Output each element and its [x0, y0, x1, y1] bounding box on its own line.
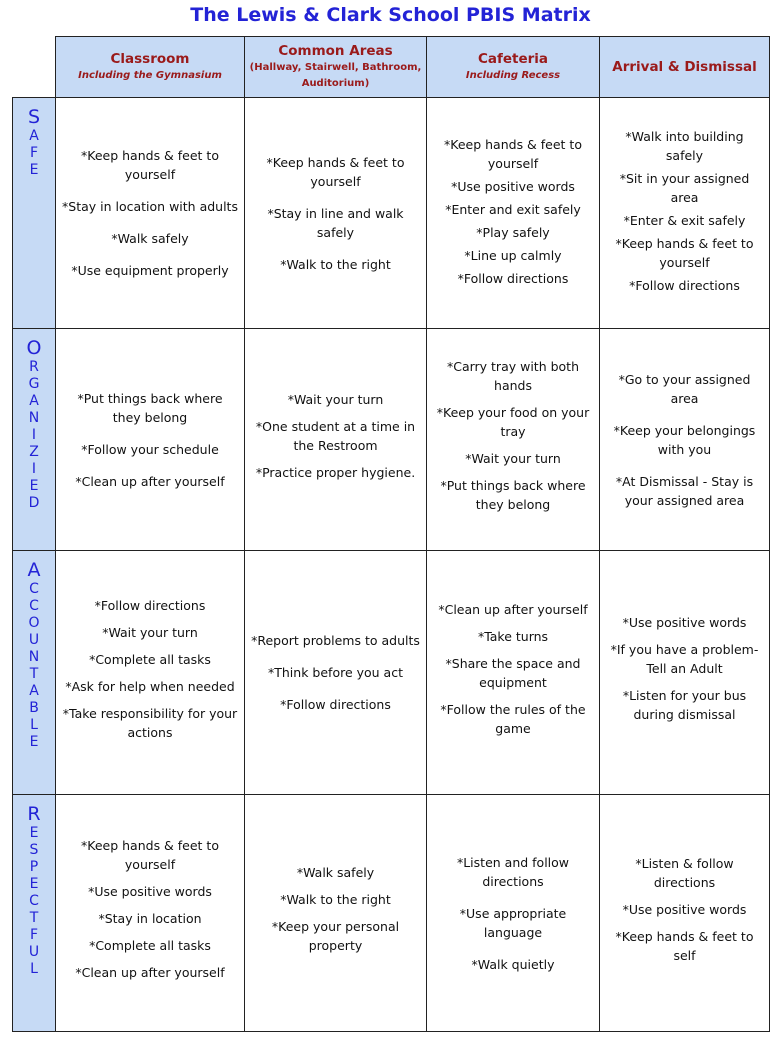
row-safe: [13, 98, 770, 329]
column-header-arrival-dismissal: [600, 37, 770, 98]
cell-respectful-common-areas: [245, 795, 427, 1032]
cell-respectful-cafeteria: [427, 795, 600, 1032]
row-letter: C: [29, 598, 39, 614]
expectation-item: *Take responsibility for your actions: [62, 705, 238, 740]
expectation-item: *Use positive words: [451, 178, 575, 194]
expectation-list: [606, 613, 763, 724]
row-letter: E: [29, 825, 39, 841]
expectation-item: *Complete all tasks: [89, 938, 211, 953]
row-label-safe: [13, 98, 56, 329]
column-header-classroom: [56, 37, 245, 98]
row-label-organized: [13, 329, 56, 551]
expectation-item: *Enter and exit safely: [445, 201, 581, 217]
expectation-item: *If you have a problem- Tell an Adult: [610, 642, 759, 676]
expectation-item: *Carry tray with both hands: [446, 359, 580, 393]
expectation-item: *Line up calmly: [464, 247, 562, 263]
expectation-item: *Follow your schedule: [81, 441, 219, 457]
expectation-item: *Play safely: [476, 224, 550, 240]
column-header-common-areas: [245, 37, 427, 98]
row-organized: [13, 329, 770, 551]
expectation-item: *Listen for your bus during dismissal: [622, 688, 747, 722]
cell-accountable-arrival-dismissal: [600, 551, 770, 795]
expectation-item: *Listen and follow directions: [456, 854, 570, 889]
expectation-list: [606, 854, 763, 965]
cell-organized-arrival-dismissal: [600, 329, 770, 551]
expectation-item: *Keep your belongings with you: [613, 422, 756, 457]
cell-safe-classroom: [56, 98, 245, 329]
expectation-list: [606, 370, 763, 510]
expectation-item: *Keep your personal property: [271, 919, 400, 953]
row-letter: S: [29, 842, 39, 858]
expectation-item: *Enter & exit safely: [623, 213, 746, 228]
row-letter: C: [29, 581, 39, 597]
expectation-item: *Keep your food on your tray: [436, 405, 590, 439]
row-initial-letter: R: [27, 803, 41, 825]
row-initial-letter: S: [27, 106, 41, 128]
expectation-item: *Use positive words: [88, 884, 212, 899]
expectation-item: *Put things back where they belong: [440, 478, 586, 512]
expectation-item: *Use positive words: [622, 615, 747, 630]
expectation-list: [433, 600, 593, 738]
expectation-item: *Ask for help when needed: [65, 678, 235, 694]
row-letter: A: [29, 128, 39, 144]
column-header-cafeteria: [427, 37, 600, 98]
row-letter: O: [28, 615, 40, 631]
expectation-item: *Use equipment properly: [71, 263, 229, 278]
expectation-item: *Use positive words: [622, 901, 747, 917]
expectation-item: *Follow the rules of the game: [440, 701, 586, 736]
expectation-list: [62, 389, 238, 491]
row-letter: C: [29, 893, 39, 909]
expectation-item: *Follow directions: [629, 278, 740, 293]
expectation-item: *Clean up after yourself: [75, 965, 225, 980]
expectation-item: *Keep hands & feet to yourself: [81, 838, 219, 872]
row-initial-letter: A: [27, 559, 41, 581]
expectation-item: *Walk to the right: [280, 892, 391, 907]
row-letter: N: [28, 649, 40, 665]
row-letter: E: [29, 876, 39, 892]
column-header-label: Arrival & Dismissal: [612, 58, 757, 75]
row-letter: L: [30, 717, 38, 733]
row-letter: D: [28, 495, 40, 511]
expectation-item: *Stay in line and walk safely: [267, 205, 404, 240]
expectation-list: [251, 631, 420, 714]
expectation-item: *Keep hands & feet to yourself: [615, 236, 754, 270]
expectation-item: *At Dismissal - Stay is your assigned area: [615, 473, 754, 508]
row-letter: E: [29, 478, 39, 494]
row-letter: N: [28, 410, 40, 426]
row-initial-letter: O: [26, 337, 42, 359]
cell-respectful-arrival-dismissal: [600, 795, 770, 1032]
expectation-item: *Walk to the right: [280, 256, 391, 272]
expectation-item: *Follow directions: [94, 597, 206, 613]
expectation-item: *Wait your turn: [465, 451, 561, 466]
cell-accountable-cafeteria: [427, 551, 600, 795]
expectation-item: *Sit in your assigned area: [619, 171, 750, 205]
row-letter: F: [29, 927, 39, 943]
expectation-item: *Wait your turn: [287, 391, 384, 407]
expectation-list: [433, 853, 593, 974]
expectation-item: *Complete all tasks: [89, 651, 211, 667]
row-letter: F: [29, 145, 39, 161]
expectation-list: [433, 135, 593, 288]
row-letter: U: [28, 944, 40, 960]
expectation-item: *Stay in location with adults: [62, 199, 238, 214]
expectation-item: *Clean up after yourself: [75, 473, 225, 489]
expectation-list: [251, 153, 420, 274]
header-row: [13, 37, 770, 98]
row-letter: A: [29, 393, 39, 409]
row-accountable: [13, 551, 770, 795]
expectation-item: *Walk quietly: [471, 956, 555, 972]
expectation-item: *Keep hands & feet to yourself: [266, 154, 405, 189]
expectation-list: [62, 146, 238, 280]
row-letter: L: [30, 961, 38, 977]
column-header-sub: Including Recess: [465, 70, 561, 81]
row-letter: Z: [29, 444, 39, 460]
row-respectful: [13, 795, 770, 1032]
expectation-list: [62, 596, 238, 742]
cell-accountable-common-areas: [245, 551, 427, 795]
expectation-item: *Use appropriate language: [459, 905, 567, 940]
cell-safe-common-areas: [245, 98, 427, 329]
expectation-list: [251, 863, 420, 955]
expectation-item: *Keep hands & feet to yourself: [81, 148, 219, 182]
column-header-label: Cafeteria: [477, 51, 549, 67]
row-letter: E: [29, 162, 39, 178]
expectation-item: *Stay in location: [98, 911, 202, 926]
row-label-respectful: [13, 795, 56, 1032]
expectation-list: [62, 836, 238, 982]
expectation-list: [251, 390, 420, 482]
cell-safe-cafeteria: [427, 98, 600, 329]
cell-safe-arrival-dismissal: [600, 98, 770, 329]
expectation-item: *Keep hands & feet to self: [615, 928, 754, 963]
expectation-item: *Follow directions: [280, 697, 391, 712]
cell-organized-cafeteria: [427, 329, 600, 551]
expectation-item: *Think before you act: [268, 665, 403, 680]
expectation-item: *Clean up after yourself: [438, 601, 588, 617]
row-letter: R: [29, 359, 39, 375]
expectation-item: *Listen & follow directions: [635, 855, 734, 890]
cell-respectful-classroom: [56, 795, 245, 1032]
expectation-item: *Wait your turn: [102, 624, 198, 640]
expectation-item: *Share the space and equipment: [445, 655, 581, 690]
column-header-label: Classroom: [110, 51, 190, 67]
corner-cell: [13, 37, 56, 98]
row-letter: I: [31, 427, 37, 443]
row-letter: T: [29, 910, 39, 926]
cell-accountable-classroom: [56, 551, 245, 795]
row-letter: P: [29, 859, 39, 875]
column-header-sub: Including the Gymnasium: [78, 70, 222, 81]
column-header-sub: (Hallway, Stairwell, Bathroom, Auditorium): [249, 61, 422, 89]
cell-organized-classroom: [56, 329, 245, 551]
expectation-item: *Go to your assigned area: [618, 371, 751, 406]
expectation-item: *Take turns: [477, 628, 549, 644]
row-letter: T: [29, 666, 39, 682]
expectation-item: *One student at a time in the Restroom: [255, 418, 416, 453]
page-title: The Lewis & Clark School PBIS Matrix: [190, 4, 591, 26]
expectation-item: *Put things back where they belong: [77, 390, 223, 425]
row-letter: I: [31, 461, 37, 477]
expectation-item: *Walk safely: [296, 865, 375, 880]
row-letter: U: [28, 632, 40, 648]
row-letter: B: [29, 700, 39, 716]
column-header-label: Common Areas: [278, 42, 393, 59]
row-letter: E: [29, 734, 39, 750]
expectation-item: *Walk into building safely: [625, 129, 744, 163]
cell-organized-common-areas: [245, 329, 427, 551]
row-label-accountable: [13, 551, 56, 795]
expectation-list: [433, 357, 593, 514]
row-letter: G: [28, 376, 40, 392]
expectation-item: *Keep hands & feet to yourself: [444, 136, 582, 171]
expectation-item: *Walk safely: [111, 231, 189, 246]
expectation-item: *Practice proper hygiene.: [255, 464, 416, 480]
row-letter: A: [29, 683, 39, 699]
pbis-matrix-table: [12, 36, 770, 1032]
expectation-list: [606, 127, 763, 295]
expectation-item: *Follow directions: [457, 270, 569, 286]
expectation-item: *Report problems to adults: [251, 633, 420, 648]
